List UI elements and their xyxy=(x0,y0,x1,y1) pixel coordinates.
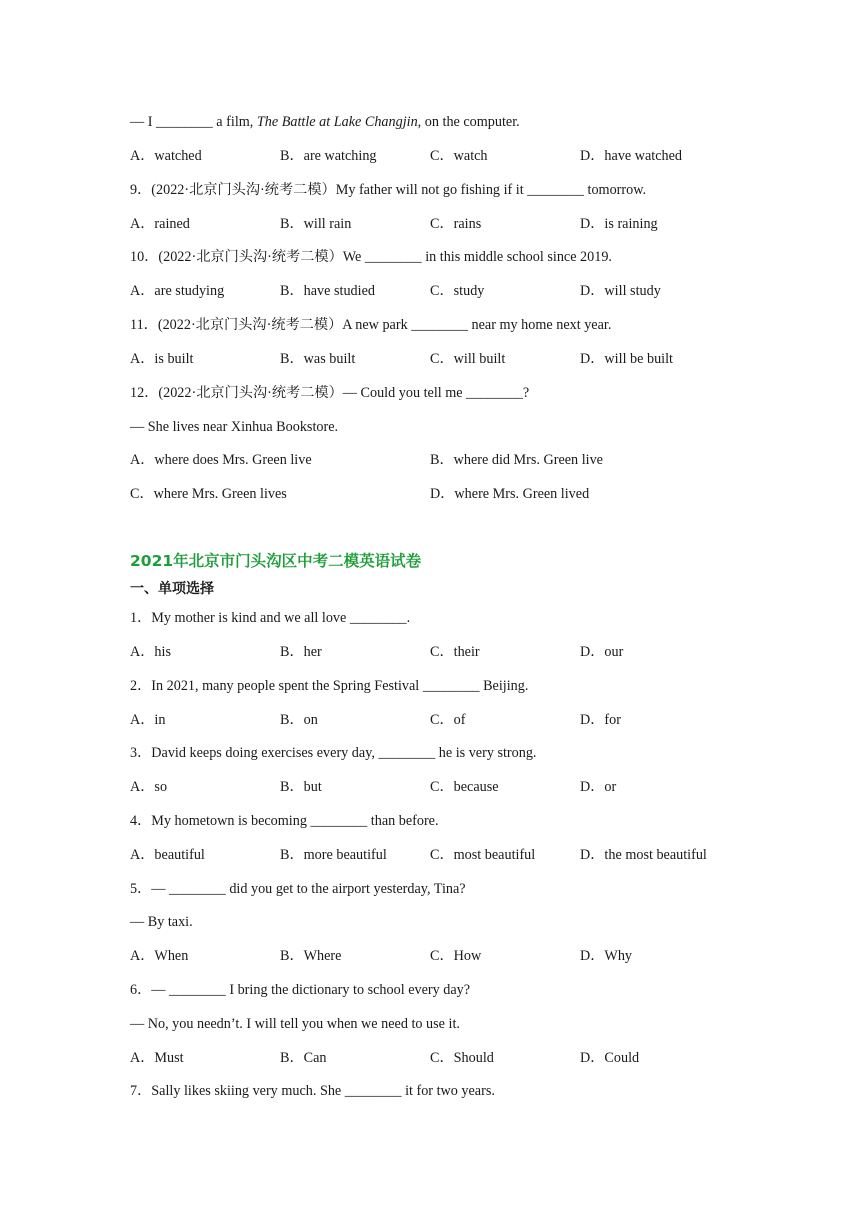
question-5-answer: — By taxi. xyxy=(130,914,193,930)
option-a[interactable]: A．Must xyxy=(130,1050,184,1066)
option-c[interactable]: C．study xyxy=(430,283,485,299)
question-1: 1．My mother is kind and we all love ________. xyxy=(130,610,411,626)
option-b[interactable]: B．are watching xyxy=(280,148,377,164)
option-b[interactable]: B．more beautiful xyxy=(280,847,387,863)
question-6-answer: — No, you needn’t. I will tell you when we need to use it. xyxy=(130,1016,460,1032)
option-d[interactable]: D．for xyxy=(580,712,621,728)
option-a[interactable]: A．so xyxy=(130,779,168,795)
question-8-prefix: — I ________ a film, xyxy=(130,114,257,130)
question-7: 7．Sally likes skiing very much. She ________ it for two years. xyxy=(130,1083,495,1099)
question-3: 3．David keeps doing exercises every day, ________ he is very strong. xyxy=(130,745,537,761)
option-a[interactable]: A．where does Mrs. Green live xyxy=(130,452,312,468)
option-c[interactable]: C．will built xyxy=(430,351,506,367)
option-c[interactable]: C．most beautiful xyxy=(430,847,536,863)
option-b[interactable]: B．her xyxy=(280,644,322,660)
question-11: 11．(2022·北京门头沟·统考二模）A new park ________ near my home next year. xyxy=(130,317,612,333)
option-d[interactable]: D．have watched xyxy=(580,148,683,164)
option-d[interactable]: D．will study xyxy=(580,283,661,299)
question-12: 12．(2022·北京门头沟·统考二模）— Could you tell me ________? xyxy=(130,385,530,401)
option-b[interactable]: B．have studied xyxy=(280,283,375,299)
option-b[interactable]: B．was built xyxy=(280,351,356,367)
option-d[interactable]: D．will be built xyxy=(580,351,674,367)
option-a[interactable]: A．his xyxy=(130,644,171,660)
option-c[interactable]: C．their xyxy=(430,644,480,660)
option-a[interactable]: A．are studying xyxy=(130,283,225,299)
question-4: 4．My hometown is becoming ________ than before. xyxy=(130,813,439,829)
option-c[interactable]: C．rains xyxy=(430,216,482,232)
option-b[interactable]: B．Where xyxy=(280,948,342,964)
option-b[interactable]: B．will rain xyxy=(280,216,352,232)
option-b[interactable]: B．on xyxy=(280,712,318,728)
option-c[interactable]: C．of xyxy=(430,712,466,728)
question-6: 6．— ________ I bring the dictionary to school every day? xyxy=(130,982,471,998)
option-a[interactable]: A．is built xyxy=(130,351,194,367)
option-c[interactable]: C．How xyxy=(430,948,482,964)
option-a[interactable]: A．watched xyxy=(130,148,202,164)
question-8-dialogue xyxy=(130,113,520,131)
option-d[interactable]: D．Why xyxy=(580,948,633,964)
option-c[interactable]: C．watch xyxy=(430,148,488,164)
question-12-answer: — She lives near Xinhua Bookstore. xyxy=(130,419,339,435)
option-b[interactable]: B．but xyxy=(280,779,322,795)
question-8-suffix: , on the computer. xyxy=(417,114,520,130)
option-b[interactable]: B．where did Mrs. Green live xyxy=(430,452,603,468)
film-title: The Battle at Lake Changjin xyxy=(256,114,418,130)
question-5: 5．— ________ did you get to the airport yesterday, Tina? xyxy=(130,881,466,897)
option-a[interactable]: A．When xyxy=(130,948,189,964)
option-a[interactable]: A．beautiful xyxy=(130,847,205,863)
section-heading: 一、单项选择 xyxy=(130,581,214,597)
question-2: 2．In 2021, many people spent the Spring Festival ________ Beijing. xyxy=(130,678,529,694)
exam-title: 2021年北京市门头沟区中考二模英语试卷 xyxy=(130,552,422,570)
option-c[interactable]: C．where Mrs. Green lives xyxy=(130,486,287,502)
option-c[interactable]: C．Should xyxy=(430,1050,494,1066)
option-a[interactable]: A．in xyxy=(130,712,166,728)
option-c[interactable]: C．because xyxy=(430,779,499,795)
question-10: 10．(2022·北京门头沟·统考二模）We ________ in this middle school since 2019. xyxy=(130,249,612,265)
option-d[interactable]: D．or xyxy=(580,779,617,795)
option-d[interactable]: D．our xyxy=(580,644,624,660)
option-d[interactable]: D．Could xyxy=(580,1050,640,1066)
option-b[interactable]: B．Can xyxy=(280,1050,327,1066)
question-9: 9．(2022·北京门头沟·统考二模）My father will not go fishing if it ________ tomorrow. xyxy=(130,182,647,198)
option-d[interactable]: D．the most beautiful xyxy=(580,847,707,863)
option-a[interactable]: A．rained xyxy=(130,216,190,232)
option-d[interactable]: D．is raining xyxy=(580,216,658,232)
option-d[interactable]: D．where Mrs. Green lived xyxy=(430,486,590,502)
